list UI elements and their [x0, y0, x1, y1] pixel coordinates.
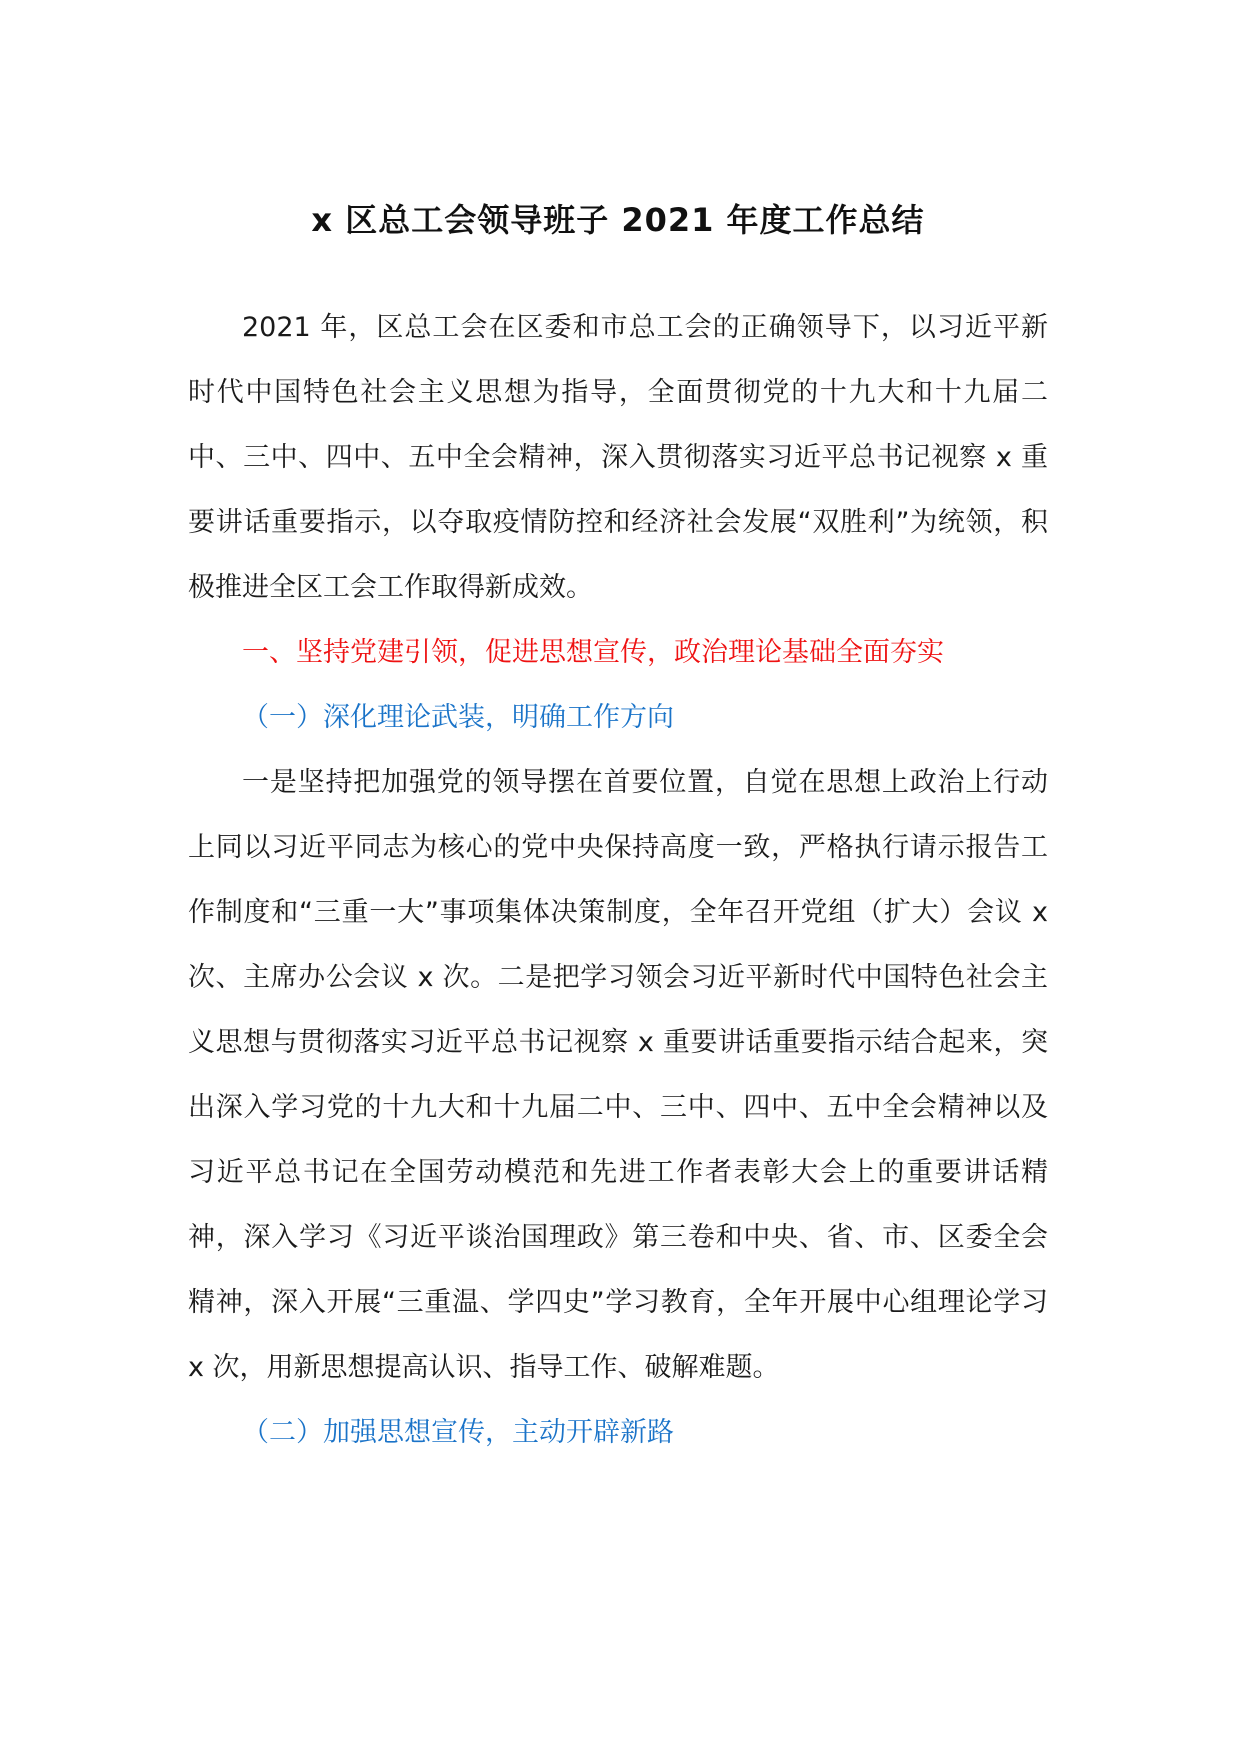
subsection-2-heading: （二）加强思想宣传，主动开辟新路 — [242, 1417, 674, 1448]
subsection-1-heading: （一）深化理论武装，明确工作方向 — [242, 702, 674, 733]
document-title: x 区总工会领导班子 2021 年度工作总结 — [311, 201, 925, 239]
intro-paragraph: 2021 年，区总工会在区委和市总工会的正确领导下，以习近平新时代中国特色社会主义思想为指导，全面贯彻党的十九大和十九届二中、三中、四中、五中全会精神，深入贯彻落实习近平总书记视察 x 重要讲话重要指示，以夺取疫情防控和经济社会发展“双胜利”为统领，积极推进全区工会工作取得新成效。 — [188, 312, 1048, 603]
section-1-heading: 一、坚持党建引领，促进思想宣传，政治理论基础全面夯实 — [242, 637, 944, 668]
document-body — [188, 200, 1048, 1465]
subsection-1-paragraph: 一是坚持把加强党的领导摆在首要位置，自觉在思想上政治上行动上同以习近平同志为核心的党中央保持高度一致，严格执行请示报告工作制度和“三重一大”事项集体决策制度，全年召开党组（扩大）会议 x 次、主席办公会议 x 次。二是把学习领会习近平新时代中国特色社会主义思想与贯彻落实习近平总书记视察 x 重要讲话重要指示结合起来，突出深入学习党的十九大和十九届二中、三中、四中、五中全会精神以及习近平总书记在全国劳动模范和先进工作者表彰大会上的重要讲话精神，深入学习《习近平谈治国理政》第三卷和中央、省、市、区委全会精神，深入开展“三重温、学四史”学习教育，全年开展中心组理论学习 x 次，用新思想提高认识、指导工作、破解难题。 — [188, 767, 1048, 1383]
